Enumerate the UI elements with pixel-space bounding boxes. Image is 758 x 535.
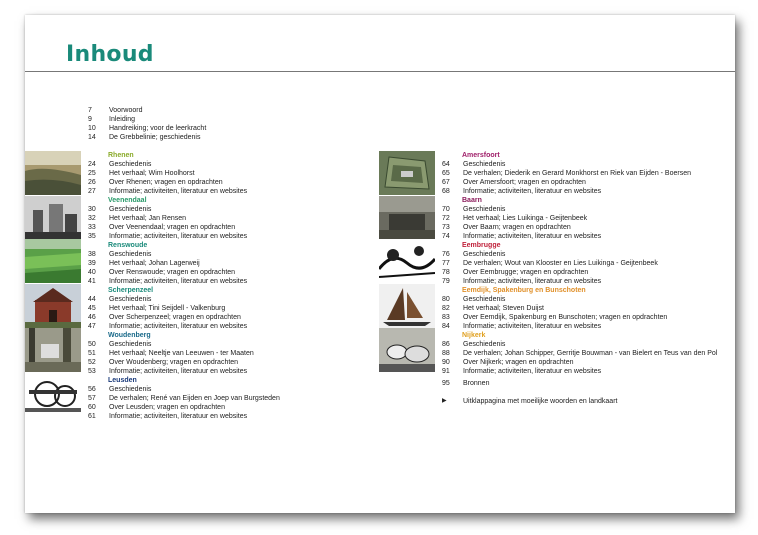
page-number: 9 bbox=[88, 116, 92, 123]
page-number: 86 bbox=[442, 341, 450, 348]
page-number: 26 bbox=[88, 179, 96, 186]
page-number: 73 bbox=[442, 224, 450, 231]
page-number: 61 bbox=[88, 413, 96, 420]
page-number: 35 bbox=[88, 233, 96, 240]
page-number: 64 bbox=[442, 161, 450, 168]
page-number: 57 bbox=[88, 395, 96, 402]
page-title: Inhoud bbox=[66, 42, 154, 67]
section-heading: Renswoude bbox=[108, 242, 148, 249]
entry-title: Inleiding bbox=[109, 116, 136, 123]
page-number: 32 bbox=[88, 215, 96, 222]
entry-title: Het verhaal; Neeltje van Leeuwen - ter Maaten bbox=[109, 350, 254, 357]
entry-title: Informatie; activiteiten, literatuur en websites bbox=[109, 413, 248, 420]
page-number: 72 bbox=[442, 215, 450, 222]
entry-title: De verhalen; Wout van Klooster en Lies Luikinga - Geijtenbeek bbox=[463, 260, 658, 267]
nijkerk-photo bbox=[379, 328, 435, 372]
entry-title: Geschiedenis bbox=[109, 206, 152, 213]
entry-title: Informatie; activiteiten, literatuur en websites bbox=[463, 368, 602, 375]
entry-title: Geschiedenis bbox=[463, 296, 506, 303]
section-heading: Rhenen bbox=[108, 152, 134, 159]
entry-title: Informatie; activiteiten, literatuur en websites bbox=[109, 188, 248, 195]
entry-title: Over Veenendaal; vragen en opdrachten bbox=[109, 224, 236, 231]
page-number: 82 bbox=[442, 305, 450, 312]
arrow-icon: ▶ bbox=[442, 398, 447, 404]
entry-title: Geschiedenis bbox=[109, 296, 152, 303]
entry-title: Geschiedenis bbox=[463, 161, 506, 168]
page-number: 24 bbox=[88, 161, 96, 168]
page-number: 67 bbox=[442, 179, 450, 186]
section-heading: Baarn bbox=[462, 197, 482, 204]
entry-title: Over Woudenberg; vragen en opdrachten bbox=[109, 359, 239, 366]
page-number: 10 bbox=[88, 125, 96, 132]
entry-title: De Grebbelinie; geschiedenis bbox=[109, 134, 201, 141]
page-number: 77 bbox=[442, 260, 450, 267]
entry-title: De verhalen; Johan Schipper, Gerritje Bouwman - van Bielert en Teus van den Pol bbox=[463, 350, 718, 357]
entry-title: Geschiedenis bbox=[109, 161, 152, 168]
entry-title: Uitklappagina met moeilijke woorden en landkaart bbox=[463, 398, 618, 405]
entry-title: Over Renswoude; vragen en opdrachten bbox=[109, 269, 236, 276]
page-number: 68 bbox=[442, 188, 450, 195]
section-heading: Eembrugge bbox=[462, 242, 501, 249]
page-number: 78 bbox=[442, 269, 450, 276]
page-number: 95 bbox=[442, 380, 450, 387]
entry-title: Over Nijkerk; vragen en opdrachten bbox=[463, 359, 574, 366]
page-number: 79 bbox=[442, 278, 450, 285]
entry-title: Geschiedenis bbox=[463, 341, 506, 348]
page-number: 46 bbox=[88, 314, 96, 321]
page-number: 7 bbox=[88, 107, 92, 114]
baarn-photo bbox=[379, 196, 435, 240]
renswoude-photo bbox=[25, 239, 81, 283]
entry-title: Informatie; activiteiten, literatuur en websites bbox=[463, 188, 602, 195]
page-number: 74 bbox=[442, 233, 450, 240]
page-number: 84 bbox=[442, 323, 450, 330]
entry-title: Het verhaal; Lies Luikinga - Geijtenbeek bbox=[463, 215, 588, 222]
page-number: 39 bbox=[88, 260, 96, 267]
page-number: 91 bbox=[442, 368, 450, 375]
page-number: 88 bbox=[442, 350, 450, 357]
amersfoort-photo bbox=[379, 151, 435, 195]
entry-title: Informatie; activiteiten, literatuur en websites bbox=[109, 233, 248, 240]
entry-title: Handreiking; voor de leerkracht bbox=[109, 125, 207, 132]
entry-title: Informatie; activiteiten, literatuur en websites bbox=[109, 323, 248, 330]
entry-title: Het verhaal; Wim Hoolhorst bbox=[109, 170, 195, 177]
entry-title: Over Scherpenzeel; vragen en opdrachten bbox=[109, 314, 241, 321]
entry-title: Over Rhenen; vragen en opdrachten bbox=[109, 179, 223, 186]
entry-title: Informatie; activiteiten, literatuur en websites bbox=[109, 368, 248, 375]
page-number: 25 bbox=[88, 170, 96, 177]
entry-title: Geschiedenis bbox=[109, 341, 152, 348]
page-number: 14 bbox=[88, 134, 96, 141]
rhenen-photo bbox=[25, 151, 81, 195]
page-number: 80 bbox=[442, 296, 450, 303]
leusden-photo bbox=[25, 372, 81, 416]
page-number: 50 bbox=[88, 341, 96, 348]
title-divider bbox=[25, 71, 735, 72]
page-number: 83 bbox=[442, 314, 450, 321]
entry-title: Het verhaal; Tini Seijdell - Valkenburg bbox=[109, 305, 226, 312]
page-number: 60 bbox=[88, 404, 96, 411]
entry-title: Geschiedenis bbox=[463, 206, 506, 213]
page-number: 90 bbox=[442, 359, 450, 366]
section-heading: Scherpenzeel bbox=[108, 287, 154, 294]
entry-title: Het verhaal; Johan Lagerweij bbox=[109, 260, 200, 267]
entry-title: Het verhaal; Steven Duijst bbox=[463, 305, 544, 312]
eembrugge-photo bbox=[379, 239, 435, 283]
entry-title: De verhalen; René van Eijden en Joep van Burgsteden bbox=[109, 395, 280, 402]
entry-title: Over Amersfoort; vragen en opdrachten bbox=[463, 179, 586, 186]
scherpenzeel-photo bbox=[25, 284, 81, 328]
section-heading: Leusden bbox=[108, 377, 137, 384]
entry-title: De verhalen; Diederik en Gerard Monkhorst en Riek van Eijden - Boersen bbox=[463, 170, 692, 177]
entry-title: Informatie; activiteiten, literatuur en websites bbox=[463, 233, 602, 240]
entry-title: Over Baarn; vragen en opdrachten bbox=[463, 224, 571, 231]
section-heading: Amersfoort bbox=[462, 152, 500, 159]
page-number: 38 bbox=[88, 251, 96, 258]
page-number: 51 bbox=[88, 350, 96, 357]
page-number: 76 bbox=[442, 251, 450, 258]
page-number: 56 bbox=[88, 386, 96, 393]
page-number: 44 bbox=[88, 296, 96, 303]
page-number: 30 bbox=[88, 206, 96, 213]
page-number: 53 bbox=[88, 368, 96, 375]
entry-title: Het verhaal; Jan Rensen bbox=[109, 215, 187, 222]
page-number: 45 bbox=[88, 305, 96, 312]
page-number: 70 bbox=[442, 206, 450, 213]
page-number: 41 bbox=[88, 278, 96, 285]
entry-title: Voorwoord bbox=[109, 107, 143, 114]
woudenberg-photo bbox=[25, 328, 81, 372]
page-number: 47 bbox=[88, 323, 96, 330]
page-number: 33 bbox=[88, 224, 96, 231]
section-heading: Nijkerk bbox=[462, 332, 486, 339]
entry-title: Geschiedenis bbox=[463, 251, 506, 258]
page-number: 40 bbox=[88, 269, 96, 276]
section-heading: Eemdijk, Spakenburg en Bunschoten bbox=[462, 287, 586, 294]
entry-title: Informatie; activiteiten, literatuur en websites bbox=[463, 278, 602, 285]
eemdijk-photo bbox=[379, 284, 435, 328]
entry-title: Informatie; activiteiten, literatuur en websites bbox=[109, 278, 248, 285]
section-heading: Woudenberg bbox=[108, 332, 151, 339]
page-number: 27 bbox=[88, 188, 96, 195]
section-heading: Veenendaal bbox=[108, 197, 147, 204]
entry-title: Over Eemdijk, Spakenburg en Bunschoten; vragen en opdrachten bbox=[463, 314, 668, 321]
page-number: 52 bbox=[88, 359, 96, 366]
entry-title: Geschiedenis bbox=[109, 251, 152, 258]
entry-title: Bronnen bbox=[463, 380, 490, 387]
entry-title: Geschiedenis bbox=[109, 386, 152, 393]
entry-title: Over Leusden; vragen en opdrachten bbox=[109, 404, 225, 411]
entry-title: Informatie; activiteiten, literatuur en websites bbox=[463, 323, 602, 330]
page-number: 65 bbox=[442, 170, 450, 177]
entry-title: Over Eembrugge; vragen en opdrachten bbox=[463, 269, 589, 276]
veenendaal-photo bbox=[25, 196, 81, 240]
